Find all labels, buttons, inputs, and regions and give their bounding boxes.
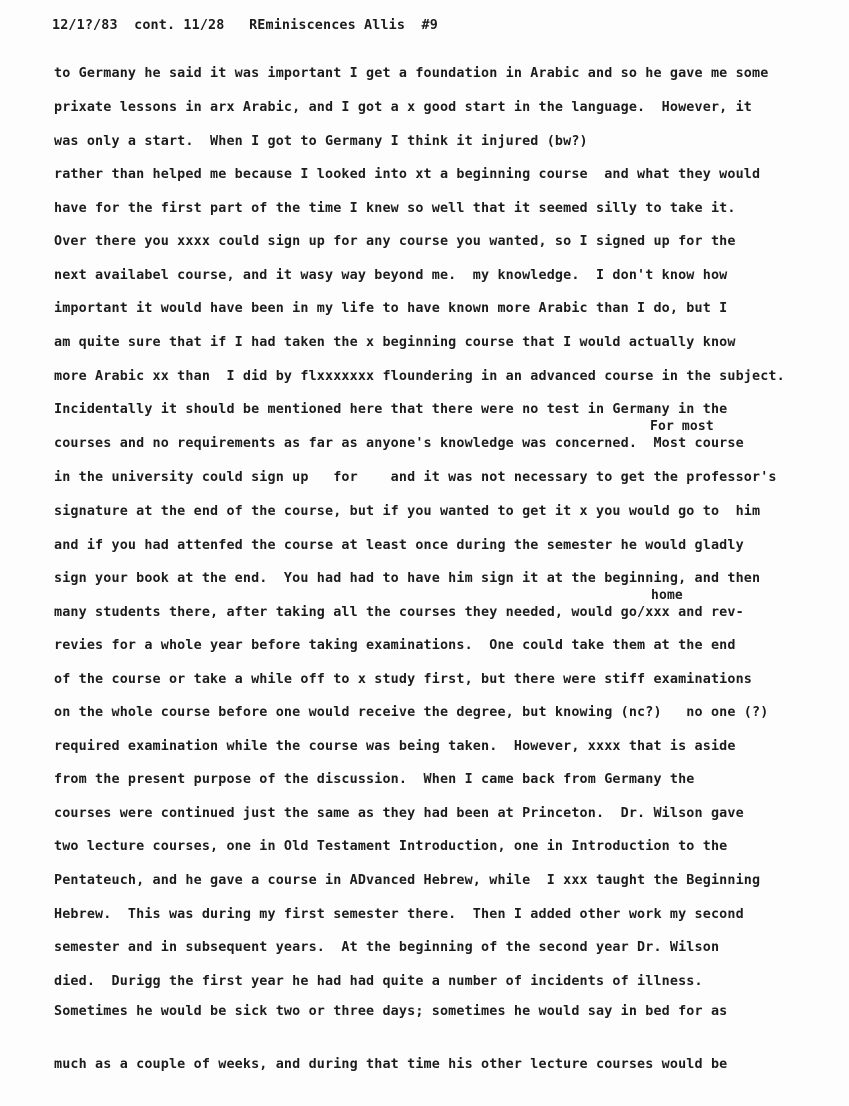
text-line-5: have for the first part of the time I knew so well that it seemed silly to take it.: [54, 201, 736, 216]
text-line-13: in the university could sign up for and it was not necessary to get the professor's: [54, 470, 777, 485]
text-line-1: to Germany he said it was important I get a foundation in Arabic and so he gave me some: [54, 66, 769, 81]
interlinear-insert-for-most: For most: [650, 419, 714, 434]
text-line-30: much as a couple of weeks, and during that time his other lecture courses would be: [54, 1057, 728, 1072]
text-line-28: died. Durigg the first year he had had quite a number of incidents of illness.: [54, 974, 703, 989]
text-line-23: courses were continued just the same as they had been at Princeton. Dr. Wilson gave: [54, 806, 744, 821]
text-line-20: on the whole course before one would receive the degree, but knowing (nc?) no one (?): [54, 705, 769, 720]
text-line-24: two lecture courses, one in Old Testament Introduction, one in Introduction to the: [54, 839, 728, 854]
text-line-25: Pentateuch, and he gave a course in ADvanced Hebrew, while I xxx taught the Beginning: [54, 873, 761, 888]
text-line-21: required examination while the course was being taken. However, xxxx that is aside: [54, 739, 736, 754]
text-line-17: many students there, after taking all the courses they needed, would go/xxx and rev-: [54, 605, 744, 620]
text-line-29: Sometimes he would be sick two or three days; sometimes he would say in bed for as: [54, 1004, 728, 1019]
text-line-7: next availabel course, and it wasy way beyond me. my knowledge. I don't know how: [54, 268, 728, 283]
text-line-3: was only a start. When I got to Germany I think it injured (bw?): [54, 134, 588, 149]
text-line-15: and if you had attenfed the course at least once during the semester he would gladly: [54, 538, 744, 553]
text-line-8: important it would have been in my life to have known more Arabic than I do, but I: [54, 301, 728, 316]
text-line-26: Hebrew. This was during my first semester there. Then I added other work my second: [54, 907, 744, 922]
text-line-18: revies for a whole year before taking examinations. One could take them at the end: [54, 638, 736, 653]
text-line-2: prixate lessons in arx Arabic, and I got a x good start in the language. However, it: [54, 100, 753, 115]
text-line-14: signature at the end of the course, but if you wanted to get it x you would go to him: [54, 504, 761, 519]
text-line-11: Incidentally it should be mentioned here that there were no test in Germany in the: [54, 402, 728, 417]
text-line-19: of the course or take a while off to x study first, but there were stiff examinations: [54, 672, 753, 687]
page-header: 12/1?/83 cont. 11/28 REminiscences Allis #9: [52, 18, 438, 33]
text-line-10: more Arabic xx than I did by flxxxxxxx floundering in an advanced course in the subject.: [54, 369, 785, 384]
text-line-27: semester and in subsequent years. At the beginning of the second year Dr. Wilson: [54, 940, 720, 955]
interlinear-insert-home: home: [651, 588, 683, 603]
text-line-4: rather than helped me because I looked into xt a beginning course and what they would: [54, 167, 761, 182]
text-line-22: from the present purpose of the discussion. When I came back from Germany the: [54, 772, 695, 787]
text-line-16: sign your book at the end. You had had to have him sign it at the beginning, and then: [54, 571, 761, 586]
text-line-12: courses and no requirements as far as anyone's knowledge was concerned. Most course: [54, 436, 744, 451]
text-line-6: Over there you xxxx could sign up for any course you wanted, so I signed up for the: [54, 234, 736, 249]
text-line-9: am quite sure that if I had taken the x beginning course that I would actually know: [54, 335, 736, 350]
